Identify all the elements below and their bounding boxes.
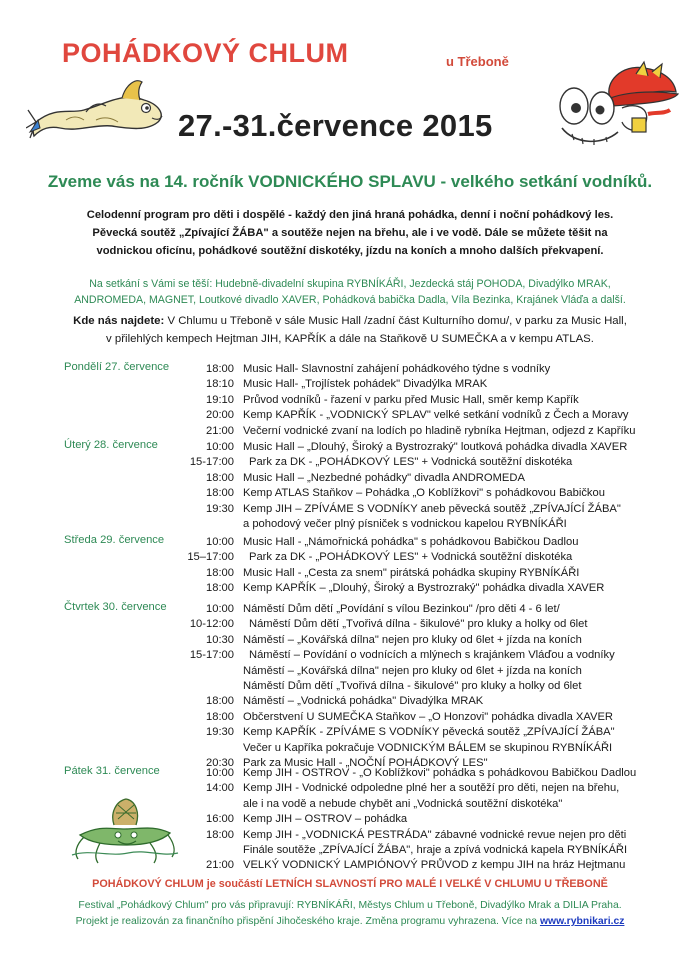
performers-line: ANDROMEDA, MAGNET, Loutkové divadlo XAVER, Pohádková babička Dadla, Víla Bezinka, Krajánek Vláďa a další. [74,294,626,306]
event-description: Náměstí Dům dětí „Tvořivá dílna - šikulové" pro kluky a holky od 6let [249,618,588,631]
event-dates: 27.-31.července 2015 [178,108,493,143]
water-sprite-icon [70,795,180,865]
event-description: Park za DK - „POHÁDKOVÝ LES" + Vodnická soutěžní diskotéka [249,456,573,469]
event-time: 18:00 [206,582,234,595]
event-description: Kemp KAPŘÍK - ZPÍVÁME S VODNÍKY pěvecká soutěž „ZPÍVAJÍCÍ ŽÁBA" [243,726,615,739]
event-time: 14:00 [206,782,234,795]
water-goblin-face-icon [552,52,682,152]
event-time: 18:00 [206,363,234,375]
event-description: Park za DK - „POHÁDKOVÝ LES" + Vodnická soutěžní diskotéka [249,551,573,564]
event-description: a pohodový večer plný písniček s vodnickou kapelou RYBNÍKÁŘI [243,518,567,530]
event-description: Music Hall - „Cesta za snem" pirátská pohádka skupiny RYBNÍKÁŘI [243,566,580,579]
event-time: 19:30 [206,726,234,739]
location-text: V Chlumu u Třeboně v sále Music Hall /zadní část Kulturního domu/, v parku za Music Hall, [164,315,627,327]
day-heading: Úterý 28. července [64,439,158,451]
event-time: 10:30 [206,633,234,646]
event-time: 18:10 [206,378,234,391]
event-description: Náměstí – „Kovářská dílna" nejen pro kluky od 6let + jízda na koních [243,633,582,646]
event-description: Večer u Kapříka pokračuje VODNICKÝM BÁLEM se skupinou RYBNÍKÁŘI [243,741,613,754]
event-time: 10:00 [206,767,234,779]
event-time: 21:00 [206,424,234,437]
event-time: 19:30 [206,502,234,515]
event-time: 18:00 [206,471,234,484]
description-line: vodnickou oficínu, pohádkové soutěžní diskotéky, jízdu na koních a mnoho dalších překvapení. [96,245,604,257]
event-description: Music Hall – „Dlouhý, Široký a Bystrozraký" loutková pohádka divadla XAVER [243,441,628,453]
event-description: Večerní vodnické zvaní na lodích po hladině rybníka Hejtman, odjezd z Kapříku [243,424,636,437]
event-description: Park za Music Hall - „NOČNÍ POHÁDKOVÝ LES" [243,757,488,769]
event-description: Music Hall- Slavnostní zahájení pohádkového týdne s vodníky [243,363,551,375]
day-heading: Pondělí 27. července [64,361,170,373]
event-time: 10:00 [206,603,234,615]
event-time: 18:00 [206,710,234,723]
event-time: 18:00 [206,695,234,708]
event-description: Music Hall- „Trojlístek pohádek" Divadýlka MRAK [243,378,488,391]
day-heading: Středa 29. července [64,534,165,546]
page-title: POHÁDKOVÝ CHLUM [62,38,349,68]
event-description: Náměstí – „Kovářská dílna" nejen pro kluky od 6let + jízda na koních [243,664,582,677]
event-description: Průvod vodníků - řazení v parku před Music Hall, směr kemp Kapřík [243,393,579,406]
event-time: 10:00 [206,441,234,453]
performers-list [0,276,700,308]
description-line: Pěvecká soutěž „Zpívající ŽÁBA" a soutěže nejen na břehu, ale i ve vodě. Dále se můžete těšit na [92,227,608,239]
website-link[interactable]: www.rybnikari.cz [539,916,625,927]
event-description: Kemp JIH - OSTROV - „O Koblížkovi" pohádka s pohádkovou Babičkou Dadlou [243,767,637,779]
program-description [0,206,700,260]
organizers-note [0,898,700,930]
event-description: Náměstí Dům dětí „Tvořivá dílna - šikulové" pro kluky a holky od 6let [243,680,582,692]
event-time: 21:00 [206,859,234,872]
festival-note: POHÁDKOVÝ CHLUM je součástí LETNÍCH SLAVNOSTÍ PRO MALÉ I VELKÉ V CHLUMU U TŘEBONĚ [92,878,608,890]
event-time: 15-17:00 [189,456,234,469]
event-description: Music Hall - „Námořnická pohádka" s pohádkovou Babičkou Dadlou [243,536,579,548]
day-heading: Čtvrtek 30. července [64,601,167,613]
event-description: Náměstí – Povídání o vodnících a mlýnech s krajánkem Vláďou a vodníky [249,649,615,662]
event-description: Náměstí – „Vodnická pohádka" Divadýlka MRAK [243,695,484,708]
location-label: Kde nás najdete: [73,315,165,327]
location-info [0,312,700,348]
event-description: Finále soutěže „ZPÍVAJÍCÍ ŽÁBA", hraje a zpívá vodnická kapela RYBNÍKÁŘI [243,844,628,856]
event-time: 10-12:00 [189,618,234,631]
event-description: ale i na vodě a nebude chybět ani „Vodnická soutěžní diskotéka" [243,797,563,810]
day-heading: Pátek 31. července [64,765,160,777]
event-time: 20:00 [206,409,234,422]
description-line: Celodenní program pro děti i dospělé - každý den jiná hraná pohádka, denní i noční pohádkový les. [86,209,614,221]
funding-line: Projekt je realizován za finančního přispění Jihočeského kraje. Změna programu vyhrazena. Více na [75,916,540,927]
location-text: v přilehlých kempech Hejtman JIH, KAPŘÍK a dále na Staňkově U SUMEČKA a v kempu ATLAS. [106,333,594,345]
event-description: Kemp JIH - „VODNICKÁ PESTRÁDA" zábavné vodnické revue nejen pro děti [243,828,627,841]
event-time: 19:10 [206,393,234,406]
organizers-line: Festival „Pohádkový Chlum" pro vás připravují: RYBNÍKÁŘI, Městys Chlum u Třeboně, Divadýlko Mrak a DILIA Praha. [78,900,622,911]
event-description: Music Hall – „Nezbedné pohádky" divadla ANDROMEDA [243,471,525,484]
event-time: 16:00 [206,813,234,826]
event-description: Náměstí Dům dětí „Povídání s vílou Bezinkou" /pro děti 4 - 6 let/ [243,603,560,615]
event-description: Kemp JIH – OSTROV – pohádka [243,813,408,826]
event-description: Občerstvení U SUMEČKA Staňkov – „O Honzovi" pohádka divadla XAVER [243,710,614,723]
event-time: 15-17:00 [189,649,234,662]
invitation-headline: Zveme vás na 14. ročník VODNICKÉHO SPLAVU - velkého setkání vodníků. [47,172,653,191]
event-description: Kemp ATLAS Staňkov – Pohádka „O Koblížkovi" s pohádkovou Babičkou [243,487,605,500]
event-description: Kemp JIH - Vodnické odpoledne plné her a soutěží pro děti, nejen na břehu, [243,782,620,795]
event-description: Kemp KAPŘÍK - „VODNICKÝ SPLAV" velké setkání vodníků z Čech a Moravy [243,409,629,422]
page-subtitle: u Třeboně [446,54,509,69]
event-time: 15–17:00 [187,551,234,564]
event-time: 10:00 [206,536,234,548]
performers-line: Na setkání s Vámi se těší: Hudebně-divadelní skupina RYBNÍKÁŘI, Jezdecká stáj POHODA, Divadýlko MRAK, [89,278,611,290]
event-description: Kemp KAPŘÍK – „Dlouhý, Široký a Bystrozraký" pohádka divadla XAVER [243,582,605,595]
event-time: 20:30 [206,757,234,769]
fish-icon [26,70,176,148]
event-description: Kemp JIH – ZPÍVÁME S VODNÍKY aneb pěvecká soutěž „ZPÍVAJÍCÍ ŽÁBA" [243,502,621,515]
event-time: 18:00 [206,487,234,500]
event-description: VELKÝ VODNICKÝ LAMPIÓNOVÝ PRŮVOD z kempu JIH na hráz Hejtmanu [243,859,626,872]
event-time: 18:00 [206,828,234,841]
event-time: 18:00 [206,566,234,579]
